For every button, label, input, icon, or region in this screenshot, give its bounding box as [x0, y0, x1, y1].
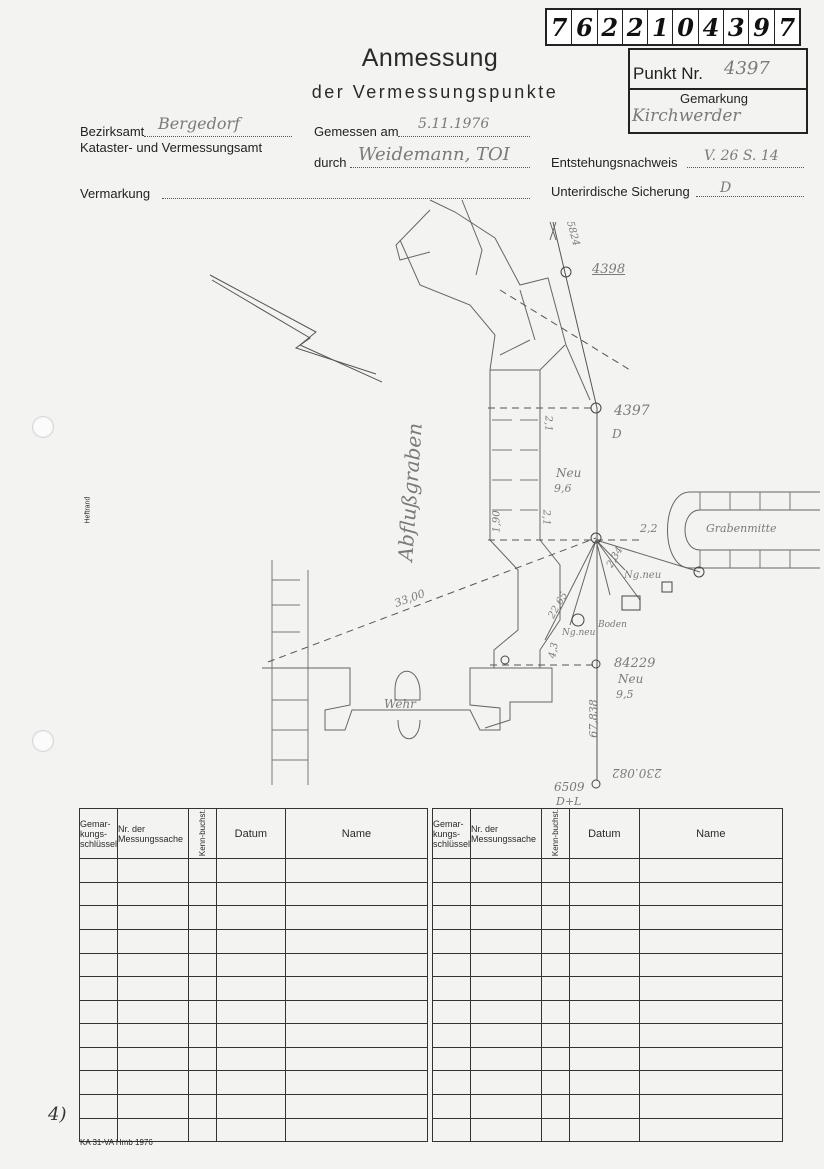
table-cell [118, 1047, 189, 1071]
table-cell [471, 882, 542, 906]
table-cell [216, 977, 285, 1001]
durch-value: Weidemann, TOI [358, 144, 510, 165]
table-cell [80, 977, 118, 1001]
table-row [80, 977, 428, 1001]
table-cell [541, 906, 569, 930]
table-row [433, 953, 783, 977]
table-row [433, 1000, 783, 1024]
entstehung-value: V. 26 S. 14 [704, 148, 779, 164]
table-cell [433, 1118, 471, 1142]
table-row [433, 859, 783, 883]
table-cell [188, 1000, 216, 1024]
table-cell [570, 929, 640, 953]
table-cell [541, 977, 569, 1001]
table-cell [433, 977, 471, 1001]
table-cell [433, 1071, 471, 1095]
table-cell [118, 859, 189, 883]
table-cell [541, 1071, 569, 1095]
table-cell [80, 1095, 118, 1119]
table-cell [118, 882, 189, 906]
unterirdisch-label: Unterirdische Sicherung [551, 184, 690, 199]
table-cell [471, 1071, 542, 1095]
table-cell [188, 953, 216, 977]
table-row [80, 1071, 428, 1095]
table-cell [80, 1000, 118, 1024]
doc-number-digit: 1 [648, 10, 673, 44]
table-cell [80, 906, 118, 930]
doc-number-digit: 9 [749, 10, 774, 44]
table-cell [570, 1118, 640, 1142]
table-cell [433, 1000, 471, 1024]
table-cell [285, 953, 427, 977]
dist-2-2: 2,2 [640, 522, 658, 535]
dist-3300: 33,00 [392, 587, 427, 610]
dist-67838: 67,838 [586, 699, 600, 738]
table-cell [570, 1000, 640, 1024]
header-kenn-text: Kenn-buchst. [550, 809, 560, 857]
header-name-text: Name [696, 827, 726, 840]
durch-label: durch [314, 155, 347, 170]
table-cell [118, 1071, 189, 1095]
table-cell [118, 1024, 189, 1048]
header-datum [570, 809, 640, 859]
table-cell [216, 906, 285, 930]
table-cell [570, 859, 640, 883]
table-cell [471, 929, 542, 953]
table-cell [541, 1047, 569, 1071]
header-datum-text: Datum [588, 827, 621, 840]
table-cell [570, 1071, 640, 1095]
doc-number-digit: 7 [778, 12, 796, 42]
gemarkung-value: Kirchwerder [632, 106, 741, 126]
table-cell [471, 1118, 542, 1142]
table-cell [118, 1000, 189, 1024]
doc-number-digit: 4 [699, 10, 724, 44]
point-6509-mark: D+L [556, 795, 582, 808]
table-row [80, 929, 428, 953]
table-cell [541, 1118, 569, 1142]
table-cell [471, 1024, 542, 1048]
table-cell [80, 929, 118, 953]
table-row [433, 977, 783, 1001]
table-cell [541, 859, 569, 883]
table-cell [570, 882, 640, 906]
grabenmitte-label: Grabenmitte [706, 522, 777, 535]
table-cell [639, 906, 782, 930]
point-4397: 4397 [614, 403, 650, 419]
table-cell [285, 882, 427, 906]
table-cell [433, 859, 471, 883]
table-cell [80, 953, 118, 977]
ngneu-1: Ng.neu [624, 570, 662, 581]
table-cell [639, 929, 782, 953]
table-cell [118, 977, 189, 1001]
table-cell [570, 977, 640, 1001]
boden-label: Boden [598, 620, 627, 630]
table-cell [433, 1024, 471, 1048]
table-row [433, 906, 783, 930]
north-arrow-icon [210, 275, 382, 382]
table-cell [216, 953, 285, 977]
bezirksamt-value: Bergedorf [158, 114, 241, 133]
table-cell [80, 859, 118, 883]
table-cell [570, 953, 640, 977]
table-cell [80, 1071, 118, 1095]
table-cell [541, 929, 569, 953]
point-4397-mark: D [612, 427, 622, 441]
table-cell [188, 1095, 216, 1119]
dist-2265: 22,65 [546, 590, 571, 621]
table-cell [570, 1047, 640, 1071]
doc-number-digit: 0 [673, 10, 698, 44]
wehr-label: Wehr [384, 697, 416, 711]
header-kenn [541, 809, 569, 859]
table-cell [216, 929, 285, 953]
table-cell [285, 1095, 427, 1119]
table-cell [118, 929, 189, 953]
gemarkung-label: Gemarkung [680, 91, 748, 106]
bezirksamt-label: Bezirksamt [80, 124, 145, 139]
table-row [80, 859, 428, 883]
table-cell [471, 977, 542, 1001]
table-cell [639, 1024, 782, 1048]
meas-5824: 5824 [564, 219, 582, 248]
table-row [433, 929, 783, 953]
unterirdisch-value: D [720, 180, 732, 196]
vermarkung-label: Vermarkung [80, 186, 151, 201]
table-cell [639, 977, 782, 1001]
neu-1-val: 9,6 [554, 482, 572, 495]
table-row [433, 1047, 783, 1071]
form-subtitle: der Vermessungspunkte [311, 82, 559, 102]
table-row [433, 1024, 783, 1048]
table-cell [541, 953, 569, 977]
register-table-right [432, 808, 783, 1142]
register-table-left [79, 808, 428, 1142]
point-4398: 4398 [592, 262, 626, 277]
ngneu-2: Ng.neu [562, 628, 596, 638]
neu-1: Neu [556, 466, 582, 480]
table-cell [570, 906, 640, 930]
header-name [285, 809, 427, 859]
table-cell [188, 1047, 216, 1071]
header-nr [471, 809, 542, 859]
table-cell [80, 1024, 118, 1048]
doc-number-digit: 6 [572, 10, 597, 44]
table-cell [216, 1118, 285, 1142]
table-cell [285, 929, 427, 953]
table-cell [541, 1000, 569, 1024]
meas-1-90: 1,90 [491, 510, 503, 533]
table-cell [118, 1095, 189, 1119]
table-cell [639, 1071, 782, 1095]
table-cell [433, 906, 471, 930]
meas-2-1a: 2,1 [542, 415, 554, 432]
table-cell [471, 953, 542, 977]
table-cell [541, 882, 569, 906]
table-cell [285, 859, 427, 883]
table-cell [471, 1047, 542, 1071]
doc-number-digit: 2 [598, 10, 623, 44]
header-nr-text: Nr. der Messungssache [118, 823, 184, 844]
table-row [80, 906, 428, 930]
table-cell [541, 1024, 569, 1048]
table-cell [188, 859, 216, 883]
table-cell [118, 953, 189, 977]
header-datum [216, 809, 285, 859]
punkt-value: 4397 [724, 58, 770, 79]
table-cell [285, 1118, 427, 1142]
table-cell [118, 906, 189, 930]
table-cell [639, 882, 782, 906]
table-cell [570, 1095, 640, 1119]
table-cell [188, 1024, 216, 1048]
table-cell [471, 1095, 542, 1119]
table-cell [433, 929, 471, 953]
header-kenn-text: Kenn-buchst. [197, 809, 207, 857]
table-cell [639, 953, 782, 977]
meas-2-34: 2,34 [604, 545, 626, 570]
table-cell [285, 1071, 427, 1095]
table-row [80, 1000, 428, 1024]
table-cell [285, 906, 427, 930]
table-cell [433, 953, 471, 977]
doc-number-digit: 2 [623, 10, 648, 44]
heftrand-text: Heftrand [84, 496, 92, 524]
table-row [433, 882, 783, 906]
table-cell [188, 1071, 216, 1095]
punkt-label: Punkt Nr. [633, 64, 703, 83]
table-cell [188, 929, 216, 953]
table-cell [216, 859, 285, 883]
table-cell [216, 1000, 285, 1024]
point-84229: 84229 [614, 656, 656, 671]
table-cell [216, 1024, 285, 1048]
table-row [80, 953, 428, 977]
header-gemarkung [433, 809, 471, 859]
footer-number: 4) [48, 1104, 67, 1125]
table-cell [433, 882, 471, 906]
header-name [639, 809, 782, 859]
doc-number-digit: 7 [547, 10, 572, 44]
table-cell [216, 1071, 285, 1095]
table-cell [216, 882, 285, 906]
kataster-label: Kataster- und Vermessungsamt [80, 140, 263, 155]
gemessen-value: 5.11.1976 [418, 116, 490, 132]
table-cell [639, 1095, 782, 1119]
table-cell [80, 1047, 118, 1071]
table-cell [216, 1047, 285, 1071]
table-row [80, 882, 428, 906]
form-code: KA 31-VA Hmb 1976 [80, 1138, 153, 1147]
header-gemarkung-text: Gemar-kungs-schlüssel [80, 818, 118, 849]
table-cell [285, 1000, 427, 1024]
table-row [80, 1095, 428, 1119]
table-cell [433, 1095, 471, 1119]
table-cell [80, 882, 118, 906]
table-cell [471, 859, 542, 883]
table-cell [188, 977, 216, 1001]
table-cell [639, 859, 782, 883]
neu-2-val: 9,5 [616, 688, 634, 701]
table-cell [471, 906, 542, 930]
point-230: 230.082 [612, 766, 662, 780]
table-row [433, 1095, 783, 1119]
header-name-text: Name [341, 827, 372, 840]
table-cell [188, 882, 216, 906]
table-cell [639, 1047, 782, 1071]
table-cell [639, 1118, 782, 1142]
neu-2: Neu [618, 672, 644, 686]
table-cell [285, 1047, 427, 1071]
point-6509: 6509 [554, 780, 585, 794]
table-row [80, 1024, 428, 1048]
doc-number-digit: 3 [724, 10, 749, 44]
table-cell [541, 1095, 569, 1119]
header-gemarkung-text: Gemar-kungs-schlüssel [433, 818, 471, 849]
table-row [433, 1071, 783, 1095]
table-cell [471, 1000, 542, 1024]
header-datum-text: Datum [234, 827, 268, 840]
table-cell [433, 1047, 471, 1071]
header-kenn [188, 809, 216, 859]
header-nr-text: Nr. der Messungssache [471, 823, 537, 844]
table-cell [570, 1024, 640, 1048]
table-cell [285, 977, 427, 1001]
entstehung-label: Entstehungsnachweis [551, 155, 678, 170]
table-cell [639, 1000, 782, 1024]
meas-4-3: 4,3 [547, 641, 561, 660]
table-cell [188, 906, 216, 930]
table-cell [216, 1095, 285, 1119]
gemessen-label: Gemessen am [314, 124, 399, 139]
graben-label: Abflußgraben [393, 422, 427, 562]
table-cell [285, 1024, 427, 1048]
header-gemarkung [80, 809, 118, 859]
table-row [433, 1118, 783, 1142]
form-title: Anmessung [361, 44, 499, 72]
meas-2-1b: 2,1 [540, 509, 552, 526]
table-row [80, 1047, 428, 1071]
header-nr [118, 809, 189, 859]
table-cell [188, 1118, 216, 1142]
